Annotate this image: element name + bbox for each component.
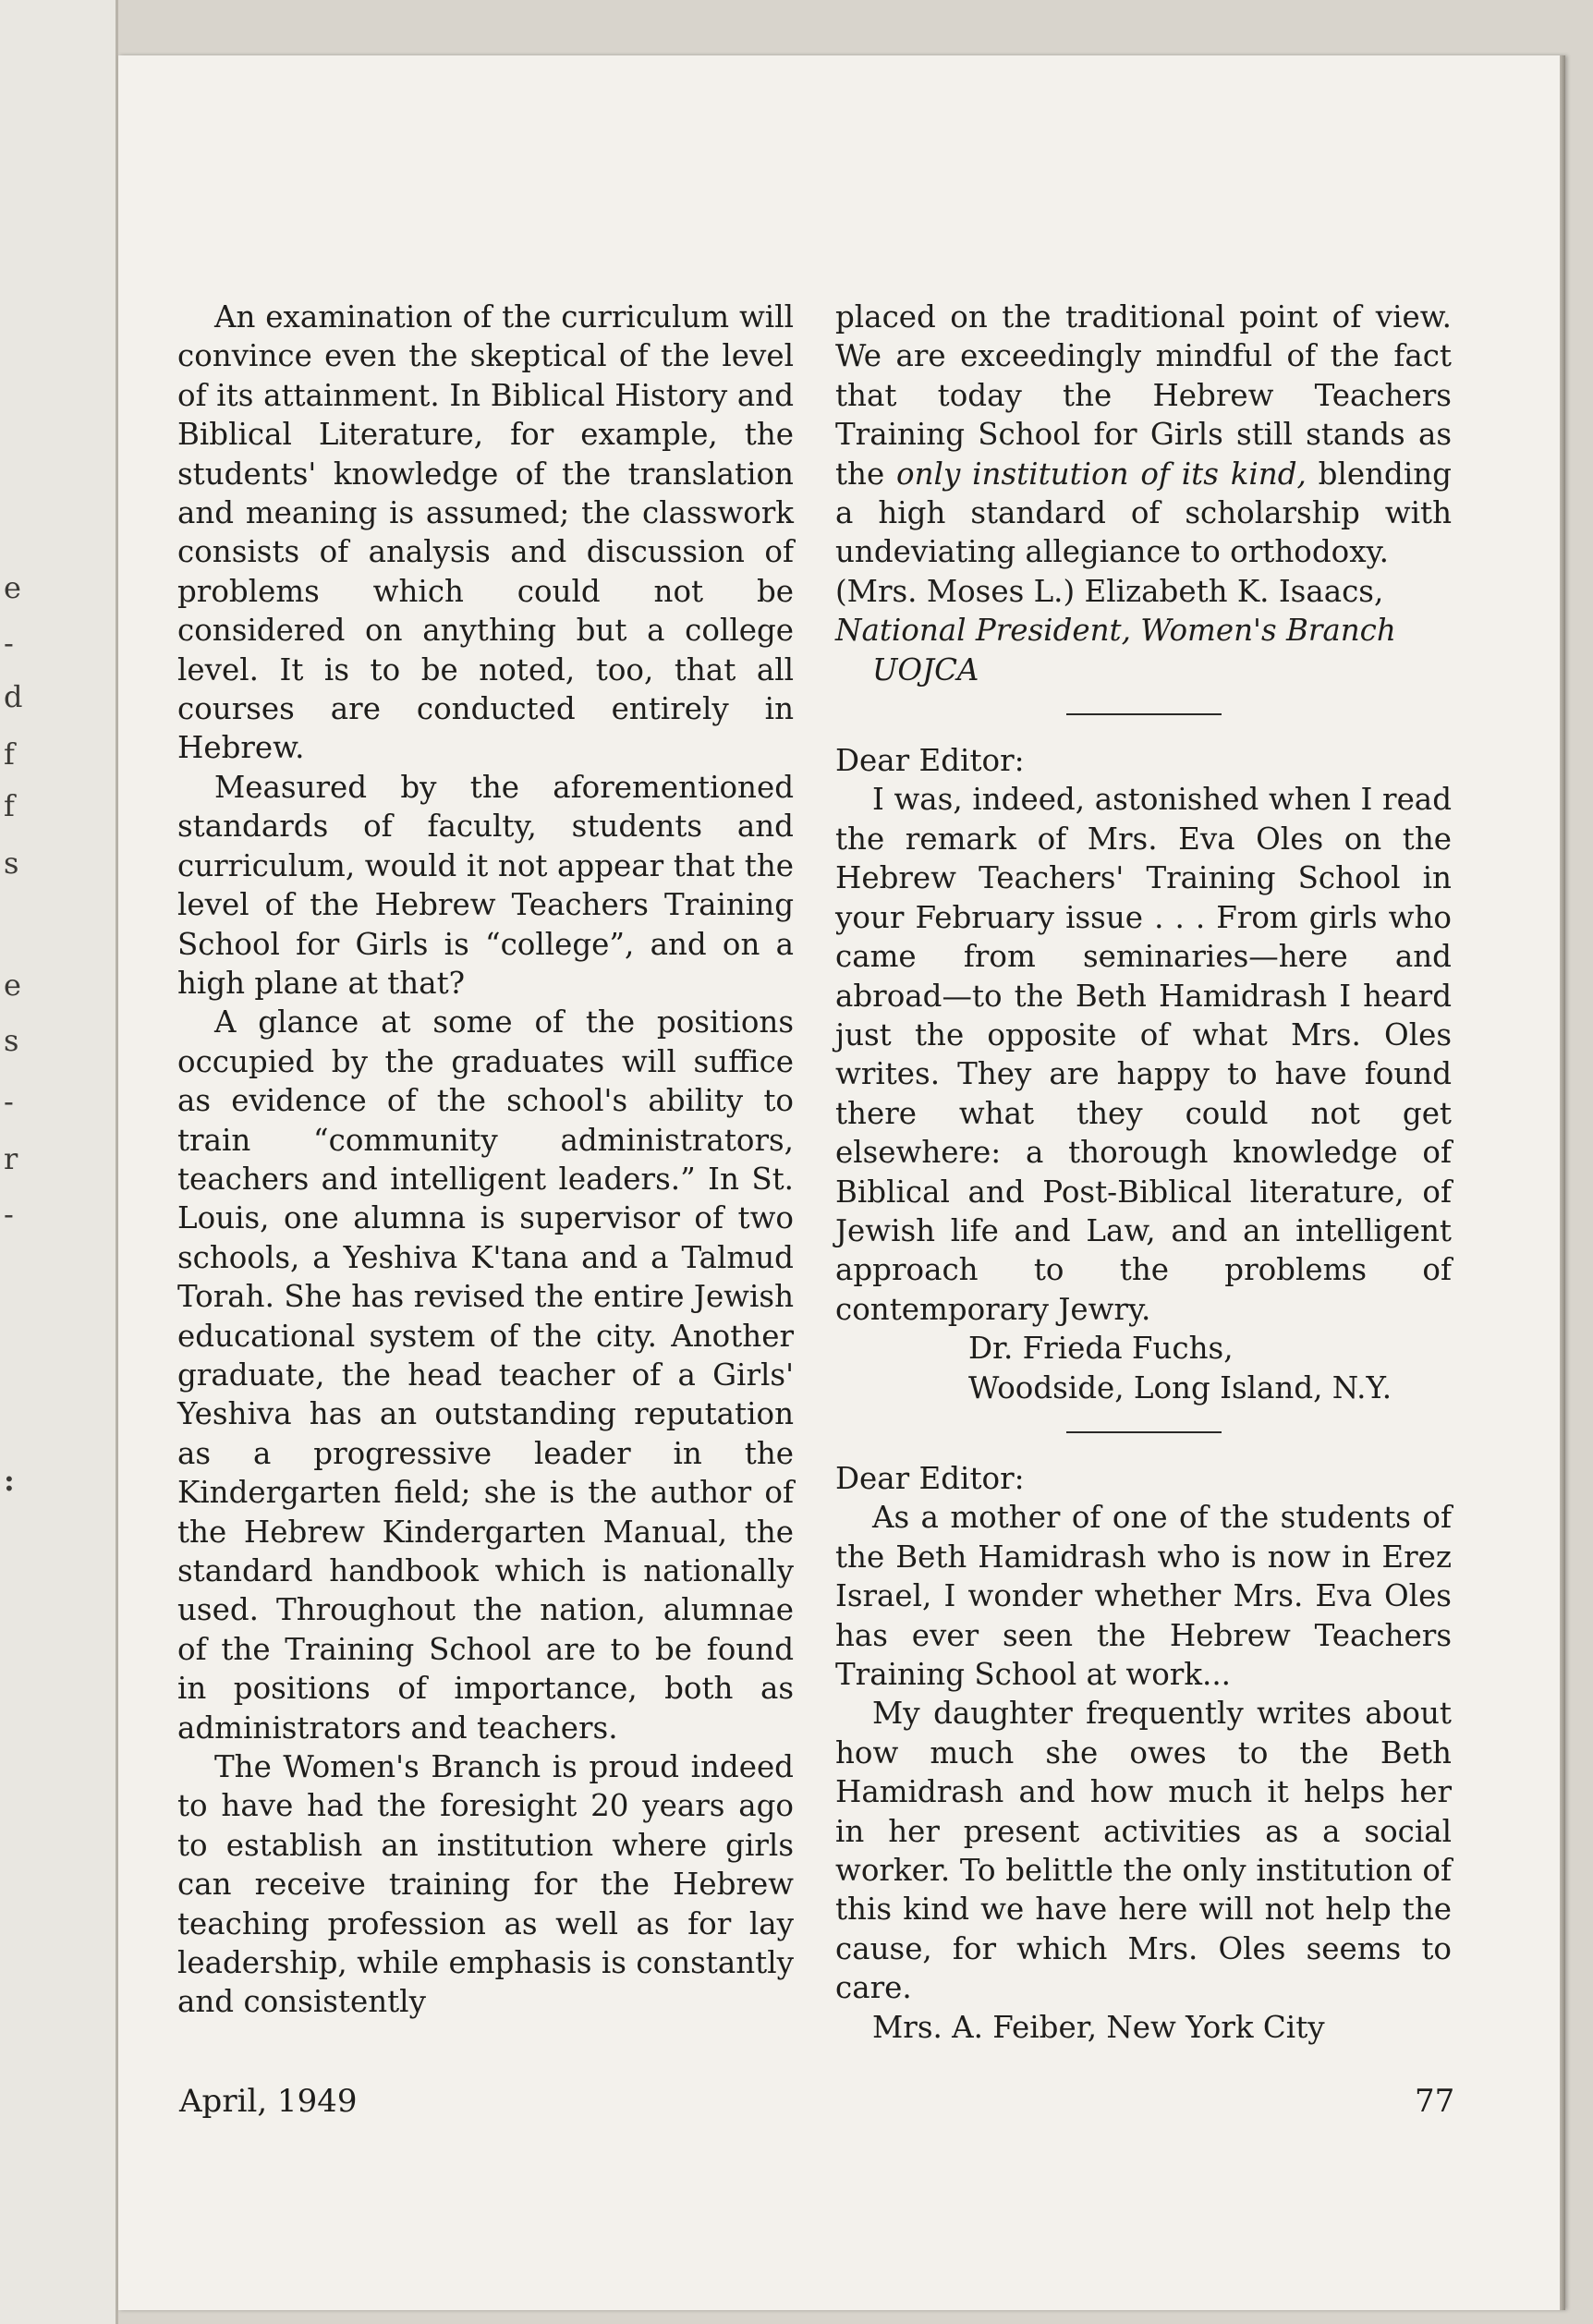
body-paragraph: Measured by the aforementioned standards of faculty, students and curriculum, would it not appear that the level of the Hebrew Teachers Training School for Girls is “college”, and on a high plane at that? (177, 769, 794, 1001)
prev-page-fragment: r (4, 1141, 18, 1176)
body-paragraph: The Women's Branch is proud indeed to have had the foresight 20 years ago to establish an institution where girls can receive training for the Hebrew teaching profession as well as for lay leadership, while emphasis is constantly and consistently (177, 1749, 794, 2020)
signature-place: Woodside, Long Island, N.Y. (968, 1369, 1392, 1405)
prev-page-fragment: f (4, 736, 15, 772)
prev-page-fragment: - (4, 1197, 14, 1232)
left-column (177, 298, 794, 2022)
prev-page-fragment: - (4, 626, 14, 661)
signature-title-text: National President, Women's Branch (835, 613, 1396, 649)
section-divider (1066, 713, 1222, 715)
text-run: blending a high standard of scholarship with undeviating allegiance to orthodoxy. (835, 456, 1452, 570)
prev-page-fragment: : (4, 1463, 15, 1498)
prev-page-fragment: e (4, 967, 21, 1003)
section-divider (1066, 1431, 1222, 1433)
salutation: Dear Editor: (835, 1460, 1025, 1496)
signature-line: Mrs. A. Feiber, New York City (872, 2009, 1325, 2045)
previous-page-edge (0, 0, 118, 2324)
body-paragraph: I was, indeed, astonished when I read the remark of Mrs. Eva Oles on the Hebrew Teachers' Training School in your February issue . . . From girls who came from seminaries—here and abroad—to the Beth Hamidrash I heard just the opposite of what Mrs. Oles writes. They are happy to have found there what they could not get elsewhere: a thorough knowledge of Biblical and Post-Biblical literature, of Jewish life and Law, and an intelligent approach to the problems of contemporary Jewry. (835, 782, 1452, 1327)
signature-title (835, 611, 1452, 650)
signature-name: Dr. Frieda Fuchs, (968, 1331, 1234, 1367)
body-paragraph: My daughter frequently writes about how much she owes to the Beth Hamidrash and how much it helps her in her present activities as a social worker. To belittle the only institution of this kind we have here will not help the cause, for which Mrs. Oles seems to care. (835, 1696, 1452, 2006)
right-column (835, 298, 1452, 2047)
magazine-page (118, 55, 1565, 2310)
prev-page-fragment: e (4, 570, 21, 605)
prev-page-fragment: f (4, 788, 15, 823)
signature-org (835, 651, 1452, 689)
body-paragraph (835, 298, 1452, 572)
salutation: Dear Editor: (835, 743, 1025, 779)
prev-page-fragment: d (4, 679, 23, 714)
prev-page-fragment: s (4, 846, 19, 881)
emphasized-text: only institution of its kind, (896, 456, 1307, 492)
prev-page-fragment: - (4, 1084, 14, 1119)
page-number: 77 (1415, 2083, 1455, 2120)
text-run: placed on the traditional point of view. We are exceedingly mindful of the fact that today the Hebrew Teachers Training School for Girls still stands as the (835, 299, 1452, 492)
prev-page-fragment: s (4, 1023, 19, 1058)
issue-date: April, 1949 (179, 2083, 358, 2120)
body-paragraph: An examination of the curriculum will convince even the skeptical of the level of its attainment. In Biblical History and Biblical Literature, for example, the students' knowledge of the translation and meaning is assumed; the classwork consists of analysis and discussion of problems which could not be considered on anything but a college level. It is to be noted, too, that all courses are conducted entirely in Hebrew. (177, 299, 794, 766)
signature-name: (Mrs. Moses L.) Elizabeth K. Isaacs, (835, 573, 1384, 609)
body-paragraph: As a mother of one of the students of the Beth Hamidrash who is now in Erez Israel, I wonder whether Mrs. Eva Oles has ever seen the Hebrew Teachers Training School at work... (835, 1500, 1452, 1692)
signature-org-text: UOJCA (872, 651, 979, 687)
body-paragraph: A glance at some of the positions occupied by the graduates will suffice as evidence of the school's ability to train “community administrators, teachers and intelligent leaders.” In St. Louis, one alumna is supervisor of two schools, a Yeshiva K'tana and a Talmud Torah. She has revised the entire Jewish educational system of the city. Another graduate, the head teacher of a Girls' Yeshiva has an outstanding reputation as a progressive leader in the Kindergarten field; she is the author of the Hebrew Kindergarten Manual, the standard handbook which is nationally used. Throughout the nation, alumnae of the Training School are to be found in positions of importance, both as administrators and teachers. (177, 1004, 794, 1746)
